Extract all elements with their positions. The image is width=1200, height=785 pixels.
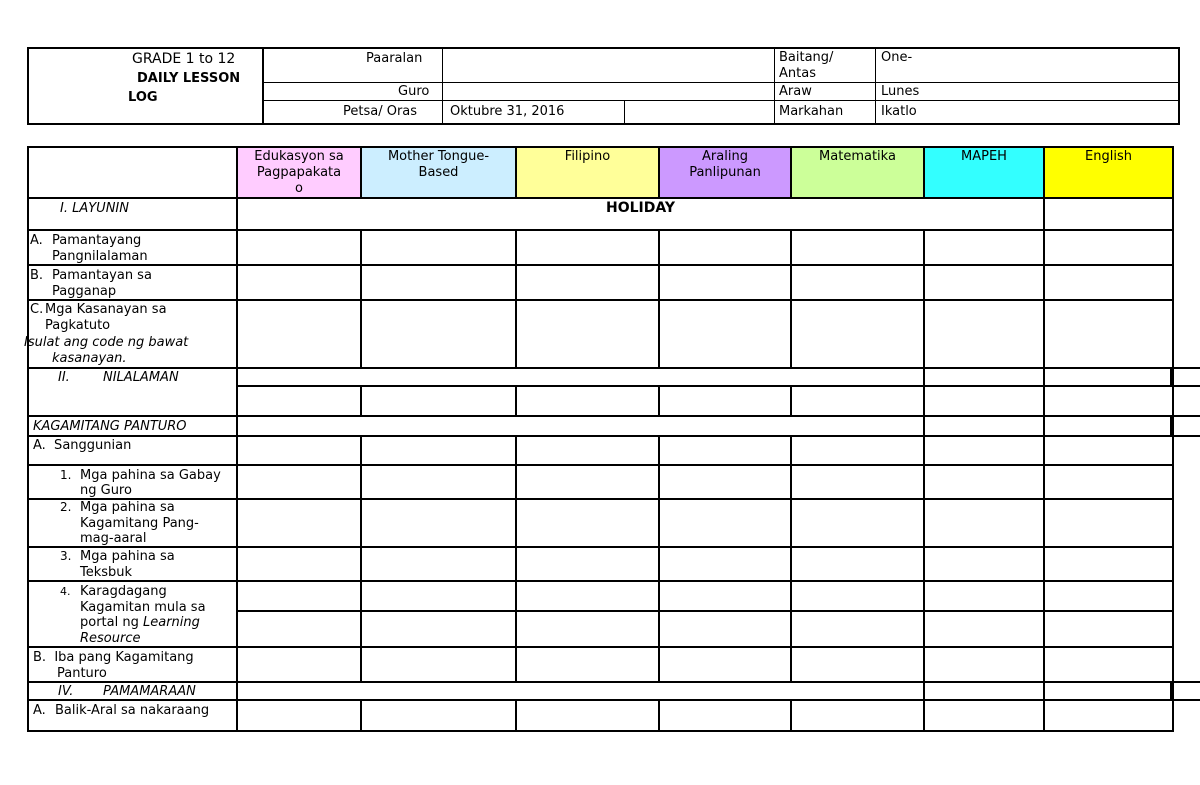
- baitang-label-1: Baitang/: [779, 50, 834, 65]
- r4-num: 4.: [60, 585, 71, 598]
- iba-text-2: Panturo: [57, 666, 107, 681]
- esp-label-2: Pagpapakata: [256, 165, 342, 180]
- r4-text-3: [80, 615, 200, 630]
- mtb-label-1: Mother Tongue-: [387, 149, 490, 164]
- math-label: Matematika: [819, 149, 896, 164]
- baitang-label-2: Antas: [779, 66, 816, 81]
- r4-text-3a: portal ng: [80, 615, 143, 630]
- sanggunian-label: A. Sanggunian: [33, 438, 132, 453]
- row-a-text-1: Pamantayang: [52, 233, 142, 248]
- markahan-value: Ikatlo: [881, 104, 917, 119]
- araw-value: Lunes: [881, 84, 920, 99]
- row-b-label: B.: [30, 268, 44, 283]
- title-line-3: LOG: [128, 90, 158, 105]
- row-c-note-2: kasanayan.: [52, 351, 127, 366]
- holiday-label: HOLIDAY: [605, 200, 675, 216]
- mapeh-label: MAPEH: [961, 149, 1007, 164]
- r4-text-3b: Learning: [142, 615, 200, 630]
- r4-text-2: Kagamitan mula sa: [80, 600, 206, 615]
- nilalaman-num: II.: [58, 370, 70, 385]
- baitang-value: One-: [881, 50, 913, 65]
- english-label: English: [1085, 149, 1132, 164]
- r4-text-1: Karagdagang: [80, 584, 167, 599]
- row-a-text-2: Pangnilalaman: [52, 249, 148, 264]
- r1-text-1: Mga pahina sa Gabay: [80, 468, 221, 483]
- ap-label-1: Araling: [702, 149, 748, 164]
- row-a-label: A.: [30, 233, 43, 248]
- paaralan-label: Paaralan: [366, 51, 423, 66]
- table-border: [27, 146, 1174, 732]
- row-b-text-1: Pamantayan sa: [52, 268, 152, 283]
- row-b-text-2: Pagganap: [52, 284, 117, 299]
- title-line-1: GRADE 1 to 12: [132, 51, 236, 67]
- esp-label-3: o: [295, 181, 303, 196]
- r2-text-1: Mga pahina sa: [80, 500, 175, 515]
- r3-text-2: Teksbuk: [80, 565, 133, 580]
- r2-text-2: Kagamitang Pang-: [80, 516, 199, 531]
- row-c-label: C.: [30, 302, 44, 317]
- r2-text-3: mag-aaral: [80, 531, 147, 546]
- balik-text: Balik-Aral sa nakaraang: [55, 703, 210, 718]
- row-c-text-2: Pagkatuto: [45, 318, 111, 333]
- r1-num: 1.: [60, 468, 72, 482]
- iba-text-1: B. Iba pang Kagamitang: [33, 650, 194, 665]
- balik-label: A.: [33, 703, 46, 718]
- esp-label-1: Edukasyon sa: [254, 149, 344, 164]
- nilalaman-label: NILALAMAN: [103, 370, 179, 385]
- filipino-label: Filipino: [564, 149, 611, 164]
- mtb-label-2: Based: [418, 165, 459, 180]
- markahan-label: Markahan: [779, 104, 844, 119]
- kagamitan-label: KAGAMITANG PANTURO: [33, 419, 187, 434]
- r4-text-4: Resource: [80, 631, 141, 646]
- araw-label: Araw: [779, 84, 812, 99]
- pamamaraan-num: IV.: [58, 684, 74, 699]
- r3-num: 3.: [60, 549, 72, 563]
- petsa-value: Oktubre 31, 2016: [450, 104, 565, 119]
- r2-num: 2.: [60, 500, 72, 514]
- petsa-label: Petsa/ Oras: [343, 104, 418, 119]
- ap-label-2: Panlipunan: [689, 165, 761, 180]
- layunin-label: I. LAYUNIN: [60, 201, 129, 216]
- guro-label: Guro: [398, 84, 430, 99]
- title-line-2: DAILY LESSON: [137, 71, 241, 86]
- pamamaraan-label: PAMAMARAAN: [103, 684, 196, 699]
- row-c-note-1: Isulat ang code ng bawat: [24, 335, 189, 350]
- r1-text-2: ng Guro: [80, 483, 132, 498]
- row-c-text-1: Mga Kasanayan sa: [45, 302, 167, 317]
- r3-text-1: Mga pahina sa: [80, 549, 175, 564]
